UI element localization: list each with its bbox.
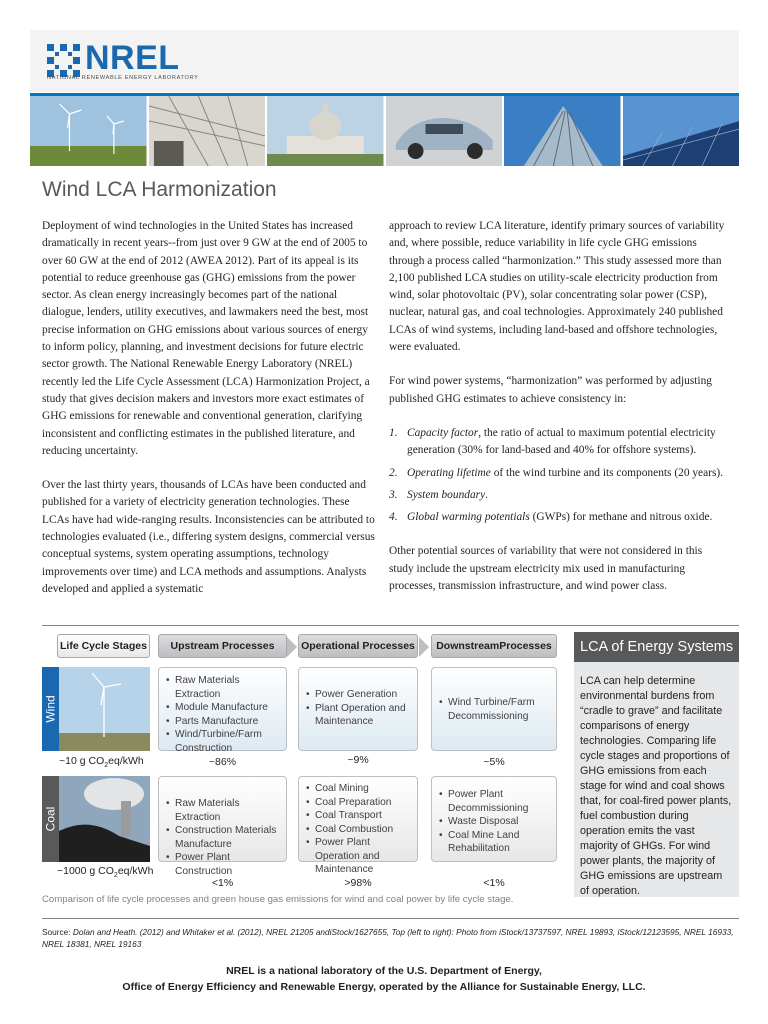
list-item: • Wind/Turbine/Farm Construction (175, 728, 280, 755)
list-item: • Coal Mining (315, 782, 411, 796)
wind-emissions-label: ~10 g $CO_2eq$/kWh (59, 755, 144, 770)
figure-divider (42, 625, 739, 626)
list-item: • Parts Manufacture (175, 715, 280, 729)
wind-row-label: Wind (42, 667, 59, 751)
list-item: 1. Capacity factor, the ratio of actual to maximum potential electricity generation (30% for land-based and 40% for offshore systems). (389, 426, 716, 457)
coal-operational-percent: >98% (344, 877, 372, 889)
approach-paragraph: approach to review LCA literature, identify primary sources of variability and, where possible, reduce variability in life cycle GHG emissions through a process called “harmonization.” This study assessed more than 2,100 published LCA studies on utility-scale electricity production from wind, solar photovoltaic (PV), solar concentrating solar power (CSP), nuclear, natural gas, and coal technologies. Approximately 240 published LCAs of wind systems, including land-based and offshore technologies, were evaluated. (389, 220, 725, 354)
coal-emissions-label: ~1000 g $CO_2eq$/kWh (57, 865, 154, 880)
source-credits (42, 926, 739, 950)
photo-strip (30, 93, 739, 166)
list-item: • Coal Combustion (315, 823, 411, 837)
list-item: • Plant Operation and Maintenance (315, 702, 411, 729)
wind-upstream-box (158, 667, 287, 754)
logo-subtitle: NATIONAL RENEWABLE ENERGY LABORATORY (47, 75, 199, 81)
harmonization-paragraph: For wind power systems, “harmonization” was performed by adjusting published GHG estimates to achieve consistency in: (389, 375, 712, 405)
history-paragraph: Over the last thirty years, thousands of LCAs have been conducted and published for a variety of electricity generation technologies. These LCAs have had wide-ranging results. Inconsistencies can be attributed to technologies evaluated (i.e., differing system designs, commercial versus conceptual systems, system operating assumptions, technology improvements over time) and LCA methods and assumptions. Analysts developed and applied a systematic (42, 479, 375, 595)
photo-solar-panels (621, 96, 740, 166)
wind-downstream-box (431, 667, 557, 751)
list-item: • Coal Preparation (315, 796, 411, 810)
photo-hybrid-car (384, 96, 503, 166)
right-column (389, 218, 729, 612)
list-item: • Power Plant Operation and Maintenance (315, 836, 411, 877)
list-item: 3. System boundary. (389, 488, 488, 501)
harmonization-list (389, 425, 729, 526)
sidebar-lca-energy-systems (574, 632, 739, 897)
coal-downstream-percent: <1% (483, 877, 505, 889)
list-item: • Power Generation (315, 688, 411, 702)
coal-downstream-box (431, 776, 557, 862)
footer-line-2: Office of Energy Efficiency and Renewable Energy, operated by the Alliance for Sustainable Energy, LLC. (122, 981, 646, 993)
variability-paragraph: Other potential sources of variability that were not considered in this study include the upstream electricity mix used in manufacturing processes, transmission infrastructure, and wind power class. (389, 545, 703, 593)
list-item: • Coal Transport (315, 809, 411, 823)
logo-wordmark: NREL (85, 39, 180, 77)
footer (42, 963, 726, 995)
list-item: • Construction Materials Manufacture (175, 824, 280, 851)
photo-capitol-building (265, 96, 384, 166)
photo-wind-turbines (30, 96, 147, 166)
source-text: Dolan and Heath. (2012) and Whitaker et al. (2012), NREL 21205 andiStock/1627655, Top (left to right): Photo from iStock/13737597, NREL 19893, iStock/12123595, NREL 16933, NREL 18381, NREL 19163 (42, 927, 734, 949)
list-item: 4. Global warming potentials (GWPs) for methane and nitrous oxide. (389, 511, 713, 524)
list-item: • Power Plant Construction (175, 851, 280, 878)
coal-upstream-box (158, 776, 287, 877)
page-title: Wind LCA Harmonization (42, 178, 277, 201)
list-item: • Power Plant Decommissioning (448, 788, 550, 815)
list-item: • Coal Mine Land Rehabilitation (448, 829, 550, 856)
photo-building-interior (147, 96, 266, 166)
footer-line-1: NREL is a national laboratory of the U.S. Department of Energy, (226, 965, 542, 977)
list-item: 2. Operating lifetime of the wind turbine and its components (20 years). (389, 466, 724, 479)
figure-caption: Comparison of life cycle processes and green house gas emissions for wind and coal power by life cycle stage. (42, 894, 514, 905)
list-item: • Waste Disposal (448, 815, 550, 829)
nrel-logo-icon (47, 44, 80, 77)
stage-label-operational: Operational Processes (298, 634, 418, 658)
coal-row-photo (59, 776, 150, 862)
list-item: • Wind Turbine/Farm Decommissioning (448, 696, 550, 723)
list-item: • Raw Materials Extraction (175, 797, 280, 824)
list-item: • Module Manufacture (175, 701, 280, 715)
wind-downstream-percent: ~5% (483, 756, 505, 768)
wind-upstream-percent: ~86% (208, 756, 237, 768)
left-column (42, 218, 376, 615)
intro-paragraph: Deployment of wind technologies in the United States has increased dramatically in recent years--from just over 9 GW at the end of 2005 to over 60 GW at the end of 2012 (AWEA 2012). Part of its appeal is its potential to reduce greenhouse gas (GHG) emissions from the power sector. As clean energy increasingly becomes part of the national dialogue, lenders, utility executives, and lawmakers need the best, most precise information on GHG emissions about various sources of energy to inform policy, planning, and investment decisions for future electric sector growth. The National Renewable Energy Laboratory (NREL) recently led the Life Cycle Assessment (LCA) Harmonization Project, a study that gives decision makers and investors more exact estimates of GHG emissions for renewable and conventional generation, clarifying inconsistent and conflicting estimates in the published literature, and reducing uncertainty. (42, 220, 370, 457)
coal-row-label: Coal (42, 776, 59, 862)
sidebar-title: LCA of Energy Systems (574, 632, 739, 662)
coal-upstream-percent: <1% (211, 877, 234, 889)
stage-label-upstream: Upstream Processes (158, 634, 287, 658)
coal-operational-box (298, 776, 418, 875)
photo-solar-dish (502, 96, 621, 166)
source-divider (42, 918, 739, 919)
wind-row-photo (59, 667, 150, 751)
arrow-icon (287, 637, 297, 657)
stage-label-downstream: DownstreamProcesses (431, 634, 557, 658)
sidebar-text: LCA can help determine environmental burdens from “cradle to grave” and facilitate comparisons of energy technologies. Comparing life cycle stages and proportions of GHG emissions from each stage for wind and coal shows that, for coal-fired power plants, fuel combustion during operation emits the vast majority of GHGs. For wind power plants, the majority of GHG emissions are upstream of operation. (580, 675, 732, 897)
arrow-icon (419, 637, 429, 657)
source-label: Source: (42, 927, 73, 937)
stage-label-life-cycle: Life Cycle Stages (57, 634, 150, 658)
list-item: • Raw Materials Extraction (175, 674, 280, 701)
wind-operational-box (298, 667, 418, 751)
wind-operational-percent: ~9% (347, 754, 369, 766)
